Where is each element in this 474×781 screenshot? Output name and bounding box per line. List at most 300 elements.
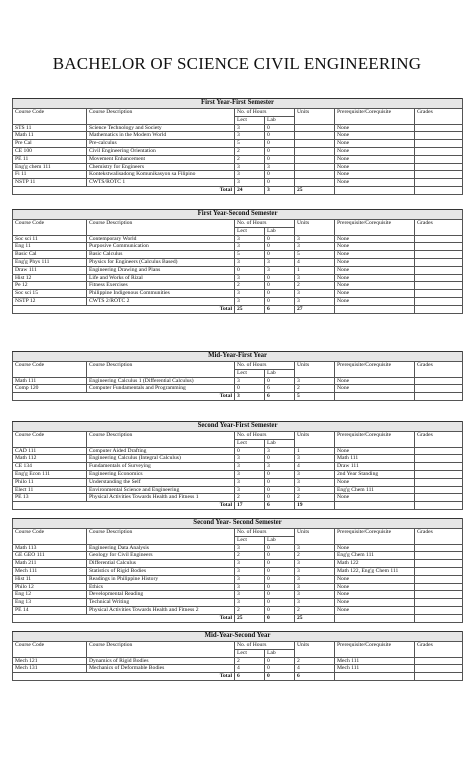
course-code: Fi 11 — [13, 171, 87, 179]
course-units: 3 — [295, 243, 335, 251]
course-lab: 0 — [265, 657, 295, 665]
course-lab: 0 — [265, 567, 295, 575]
course-grade — [415, 575, 463, 583]
course-prerequisite: None — [335, 243, 415, 251]
course-units — [295, 163, 335, 171]
course-lect: 3 — [235, 599, 265, 607]
header-course-description: Course Description — [87, 529, 235, 545]
table-row — [13, 486, 463, 494]
course-lect: 3 — [235, 274, 265, 282]
course-code: Mech 131 — [13, 665, 87, 673]
course-description: Purposive Communication — [87, 243, 235, 251]
course-units — [295, 179, 335, 187]
header-grades: Grades — [415, 220, 463, 236]
header-hours: No. of Hours — [235, 109, 295, 117]
course-units: 3 — [295, 274, 335, 282]
course-grade — [415, 274, 463, 282]
header-hours: No. of Hours — [235, 529, 295, 537]
course-lect: 3 — [235, 583, 265, 591]
total-row — [13, 305, 463, 313]
course-code: Pe 12 — [13, 282, 87, 290]
course-lab: 0 — [265, 552, 295, 560]
course-lab: 0 — [265, 544, 295, 552]
course-code: CE 134 — [13, 463, 87, 471]
course-prerequisite: None — [335, 606, 415, 614]
total-grade — [415, 502, 463, 510]
header-hours: No. of Hours — [235, 642, 295, 650]
course-lab: 3 — [265, 447, 295, 455]
semester-title: Mid-Year-First Year — [13, 352, 463, 362]
semester-title: Second Year- Second Semester — [13, 519, 463, 529]
course-grade — [415, 147, 463, 155]
course-grade — [415, 560, 463, 568]
course-code: Hist 12 — [13, 274, 87, 282]
header-course-code: Course Code — [13, 642, 87, 658]
course-code: Philo 12 — [13, 583, 87, 591]
course-prerequisite: None — [335, 251, 415, 259]
course-lab: 0 — [265, 665, 295, 673]
course-description: Basic Calculus — [87, 251, 235, 259]
course-grade — [415, 163, 463, 171]
course-description: Fundamentals of Surveying — [87, 463, 235, 471]
course-grade — [415, 591, 463, 599]
course-prerequisite: Math 122 — [335, 560, 415, 568]
course-description: Technical Writing — [87, 599, 235, 607]
table-row — [13, 478, 463, 486]
semester-title: First Year-Second Semester — [13, 210, 463, 220]
total-grade — [415, 673, 463, 681]
course-grade — [415, 665, 463, 673]
course-units: 1 — [295, 447, 335, 455]
course-grade — [415, 290, 463, 298]
table-row — [13, 132, 463, 140]
total-lect: 25 — [235, 305, 265, 313]
table-row — [13, 599, 463, 607]
table-row — [13, 124, 463, 132]
course-lab: 0 — [265, 377, 295, 385]
course-lect: 4 — [235, 665, 265, 673]
course-prerequisite: None — [335, 274, 415, 282]
course-description: CWTS/ROTC 1 — [87, 179, 235, 187]
course-grade — [415, 486, 463, 494]
total-row — [13, 673, 463, 681]
header-prerequisite: Prerequisite/Corequisite — [335, 220, 415, 236]
course-lab: 6 — [265, 385, 295, 393]
table-row — [13, 377, 463, 385]
course-lect: 3 — [235, 124, 265, 132]
course-prerequisite: Eng'g Chem 111 — [335, 486, 415, 494]
course-grade — [415, 478, 463, 486]
course-description: Engineering Calculus 1 (Differential Calculus) — [87, 377, 235, 385]
course-description: Statistics of Rigid Bodies — [87, 567, 235, 575]
course-lect: 3 — [235, 258, 265, 266]
course-grade — [415, 385, 463, 393]
course-lect: 3 — [235, 470, 265, 478]
course-code: PE 13 — [13, 494, 87, 502]
course-units: 3 — [295, 560, 335, 568]
total-lab: 6 — [265, 502, 295, 510]
course-lect: 5 — [235, 251, 265, 259]
course-code: PE 14 — [13, 606, 87, 614]
course-description: Mechanics of Deformable Bodies — [87, 665, 235, 673]
header-lect: Lect — [235, 369, 265, 377]
course-units: 2 — [295, 282, 335, 290]
header-course-description: Course Description — [87, 432, 235, 448]
course-code: Soc sci 15 — [13, 290, 87, 298]
course-prerequisite: None — [335, 179, 415, 187]
course-grade — [415, 583, 463, 591]
course-description: CWTS 2/ROTC 2 — [87, 297, 235, 305]
total-lab: 6 — [265, 305, 295, 313]
table-row — [13, 560, 463, 568]
header-lab: Lab — [265, 227, 295, 235]
course-description: Developmental Reading — [87, 591, 235, 599]
course-grade — [415, 179, 463, 187]
course-description: Readings in Philippine History — [87, 575, 235, 583]
course-lect: 3 — [235, 455, 265, 463]
header-course-description: Course Description — [87, 642, 235, 658]
course-prerequisite: None — [335, 235, 415, 243]
course-code: Soc sci 11 — [13, 235, 87, 243]
course-lab: 0 — [265, 132, 295, 140]
course-lect: 2 — [235, 494, 265, 502]
total-label: Total — [13, 614, 235, 622]
course-units: 3 — [295, 470, 335, 478]
course-units — [295, 140, 335, 148]
course-description: Engineering Economics — [87, 470, 235, 478]
header-units: Units — [295, 642, 335, 658]
course-lect: 2 — [235, 552, 265, 560]
course-lab: 0 — [265, 274, 295, 282]
course-code: Basic Cal — [13, 251, 87, 259]
course-description: Fitness Exercises — [87, 282, 235, 290]
total-lab: 3 — [265, 186, 295, 194]
course-lab: 0 — [265, 455, 295, 463]
table-row — [13, 179, 463, 187]
course-code: Draw 111 — [13, 266, 87, 274]
course-grade — [415, 567, 463, 575]
header-grades: Grades — [415, 362, 463, 378]
course-code: Eng 11 — [13, 243, 87, 251]
total-label: Total — [13, 393, 235, 401]
course-code: GE GEO 111 — [13, 552, 87, 560]
table-row — [13, 235, 463, 243]
table-row — [13, 258, 463, 266]
course-grade — [415, 235, 463, 243]
table-row — [13, 251, 463, 259]
course-description: Physics for Engineers (Calculus Based) — [87, 258, 235, 266]
course-description: Philippine Indigenous Communities — [87, 290, 235, 298]
total-lab: 0 — [265, 673, 295, 681]
table-row — [13, 290, 463, 298]
semester-title: Second Year-First Semester — [13, 422, 463, 432]
course-lect: 3 — [235, 179, 265, 187]
header-units: Units — [295, 432, 335, 448]
semester-table — [12, 351, 463, 401]
course-prerequisite: Eng'g Chem 111 — [335, 552, 415, 560]
header-lect: Lect — [235, 116, 265, 124]
course-lab: 0 — [265, 124, 295, 132]
header-course-description: Course Description — [87, 109, 235, 125]
course-description: Geology for Civil Engineers — [87, 552, 235, 560]
total-prerequisite — [335, 305, 415, 313]
course-lab: 0 — [265, 478, 295, 486]
semester-table — [12, 631, 463, 681]
course-grade — [415, 282, 463, 290]
course-prerequisite: None — [335, 163, 415, 171]
course-lab: 0 — [265, 179, 295, 187]
header-course-description: Course Description — [87, 362, 235, 378]
semester-table — [12, 98, 463, 195]
total-lab: 6 — [265, 393, 295, 401]
course-prerequisite: Math 111 — [335, 455, 415, 463]
course-units: 3 — [295, 567, 335, 575]
course-description: Environmental Science and Engineering — [87, 486, 235, 494]
table-row — [13, 494, 463, 502]
table-row — [13, 665, 463, 673]
course-code: Math 111 — [13, 377, 87, 385]
course-units: 4 — [295, 665, 335, 673]
course-code: Eng'g chem 111 — [13, 163, 87, 171]
course-lab: 0 — [265, 470, 295, 478]
course-lect: 0 — [235, 385, 265, 393]
course-lect: 3 — [235, 297, 265, 305]
course-description: Computer Aided Drafting — [87, 447, 235, 455]
total-lect: 6 — [235, 673, 265, 681]
course-code: Eng'g Phys 111 — [13, 258, 87, 266]
course-lab: 0 — [265, 171, 295, 179]
course-prerequisite: Math 122, Eng'g Chem 111 — [335, 567, 415, 575]
course-description: Dynamics of Rigid Bodies — [87, 657, 235, 665]
table-row — [13, 274, 463, 282]
total-row — [13, 393, 463, 401]
course-lect: 3 — [235, 132, 265, 140]
course-lab: 0 — [265, 282, 295, 290]
course-lect: 2 — [235, 155, 265, 163]
table-row — [13, 140, 463, 148]
course-code: Math 211 — [13, 560, 87, 568]
course-prerequisite: None — [335, 385, 415, 393]
course-grade — [415, 377, 463, 385]
header-hours: No. of Hours — [235, 220, 295, 228]
course-units: 3 — [295, 544, 335, 552]
course-lect: 0 — [235, 266, 265, 274]
header-hours: No. of Hours — [235, 362, 295, 370]
course-description: Engineering Calculus (Integral Calculus) — [87, 455, 235, 463]
course-description: Mathematics in the Modern World — [87, 132, 235, 140]
table-row — [13, 606, 463, 614]
course-grade — [415, 544, 463, 552]
header-prerequisite: Prerequisite/Corequisite — [335, 642, 415, 658]
course-grade — [415, 599, 463, 607]
course-grade — [415, 455, 463, 463]
header-lab: Lab — [265, 649, 295, 657]
course-grade — [415, 155, 463, 163]
course-lab: 0 — [265, 147, 295, 155]
course-grade — [415, 124, 463, 132]
table-row — [13, 171, 463, 179]
course-prerequisite: None — [335, 544, 415, 552]
course-code: CE 100 — [13, 147, 87, 155]
course-lect: 3 — [235, 163, 265, 171]
course-units: 3 — [295, 591, 335, 599]
course-code: Math 112 — [13, 455, 87, 463]
course-code: Eng'g Econ 111 — [13, 470, 87, 478]
header-course-code: Course Code — [13, 220, 87, 236]
table-row — [13, 447, 463, 455]
course-units — [295, 147, 335, 155]
course-grade — [415, 251, 463, 259]
header-prerequisite: Prerequisite/Corequisite — [335, 109, 415, 125]
course-lect: 2 — [235, 657, 265, 665]
course-lab: 0 — [265, 290, 295, 298]
course-lect: 2 — [235, 147, 265, 155]
course-description: Science Technology and Society — [87, 124, 235, 132]
course-units: 3 — [295, 377, 335, 385]
course-units: 3 — [295, 599, 335, 607]
course-description: Contemporary World — [87, 235, 235, 243]
course-units: 2 — [295, 657, 335, 665]
total-grade — [415, 186, 463, 194]
course-grade — [415, 132, 463, 140]
semester-table — [12, 518, 463, 623]
course-code: CAD 111 — [13, 447, 87, 455]
header-prerequisite: Prerequisite/Corequisite — [335, 529, 415, 545]
course-lect: 3 — [235, 544, 265, 552]
course-description: Computer Fundamentals and Programming — [87, 385, 235, 393]
total-prerequisite — [335, 614, 415, 622]
total-label: Total — [13, 186, 235, 194]
total-row — [13, 502, 463, 510]
course-grade — [415, 297, 463, 305]
course-description: Engineering Data Analysis — [87, 544, 235, 552]
course-lab: 0 — [265, 606, 295, 614]
course-prerequisite: Mech 111 — [335, 657, 415, 665]
course-prerequisite: None — [335, 478, 415, 486]
header-lab: Lab — [265, 439, 295, 447]
table-row — [13, 266, 463, 274]
course-grade — [415, 266, 463, 274]
course-units: 3 — [295, 575, 335, 583]
course-lect: 2 — [235, 606, 265, 614]
course-units: 3 — [295, 235, 335, 243]
table-row — [13, 147, 463, 155]
course-prerequisite: Draw 111 — [335, 463, 415, 471]
table-row — [13, 243, 463, 251]
course-grade — [415, 171, 463, 179]
course-code: Math 113 — [13, 544, 87, 552]
course-units — [295, 124, 335, 132]
course-description: Kontekstwalisadong Komunikasyon sa Filipino — [87, 171, 235, 179]
course-units: 3 — [295, 478, 335, 486]
course-units: 3 — [295, 583, 335, 591]
page-title: BACHELOR OF SCIENCE CIVIL ENGINEERING — [52, 54, 422, 73]
table-row — [13, 163, 463, 171]
course-lab: 3 — [265, 266, 295, 274]
course-lect: 3 — [235, 235, 265, 243]
total-units: 5 — [295, 393, 335, 401]
course-description: Differential Calculus — [87, 560, 235, 568]
table-row — [13, 282, 463, 290]
course-grade — [415, 606, 463, 614]
header-course-code: Course Code — [13, 362, 87, 378]
course-prerequisite: None — [335, 282, 415, 290]
header-lab: Lab — [265, 536, 295, 544]
course-lab: 0 — [265, 140, 295, 148]
course-description: Understanding the Self — [87, 478, 235, 486]
course-grade — [415, 140, 463, 148]
course-grade — [415, 494, 463, 502]
course-lect: 3 — [235, 243, 265, 251]
course-prerequisite: None — [335, 147, 415, 155]
course-lect: 3 — [235, 560, 265, 568]
header-lect: Lect — [235, 439, 265, 447]
semester-table — [12, 421, 463, 510]
course-prerequisite: None — [335, 140, 415, 148]
course-description: Pre-calculus — [87, 140, 235, 148]
course-lect: 3 — [235, 478, 265, 486]
total-lect: 17 — [235, 502, 265, 510]
course-prerequisite: None — [335, 583, 415, 591]
course-code: Math 11 — [13, 132, 87, 140]
course-lab: 3 — [265, 258, 295, 266]
total-units: 6 — [295, 673, 335, 681]
course-units: 2 — [295, 606, 335, 614]
header-prerequisite: Prerequisite/Corequisite — [335, 432, 415, 448]
header-course-description: Course Description — [87, 220, 235, 236]
course-units: 4 — [295, 258, 335, 266]
course-lab: 0 — [265, 560, 295, 568]
header-course-code: Course Code — [13, 529, 87, 545]
course-prerequisite: 2nd Year Standing — [335, 470, 415, 478]
header-prerequisite: Prerequisite/Corequisite — [335, 362, 415, 378]
course-lect: 3 — [235, 567, 265, 575]
course-lab: 0 — [265, 575, 295, 583]
course-lect: 3 — [235, 591, 265, 599]
total-grade — [415, 393, 463, 401]
course-units: 3 — [295, 455, 335, 463]
total-units: 19 — [295, 502, 335, 510]
semester-title: Mid-Year-Second Year — [13, 632, 463, 642]
total-lect: 3 — [235, 393, 265, 401]
semester-title: First Year-First Semester — [13, 99, 463, 109]
course-lab: 3 — [265, 163, 295, 171]
header-grades: Grades — [415, 432, 463, 448]
course-description: Engineering Drawing and Plans — [87, 266, 235, 274]
table-row — [13, 552, 463, 560]
course-description: Physical Activities Towards Health and Fitness 1 — [87, 494, 235, 502]
course-code: Eng 12 — [13, 591, 87, 599]
total-lect: 25 — [235, 614, 265, 622]
course-code: Hist 11 — [13, 575, 87, 583]
course-grade — [415, 470, 463, 478]
course-units: 1 — [295, 266, 335, 274]
course-lab: 0 — [265, 494, 295, 502]
table-row — [13, 297, 463, 305]
course-lect: 3 — [235, 575, 265, 583]
course-grade — [415, 243, 463, 251]
table-row — [13, 575, 463, 583]
course-lect: 5 — [235, 140, 265, 148]
total-units: 25 — [295, 186, 335, 194]
total-prerequisite — [335, 502, 415, 510]
course-code: Pre Cal — [13, 140, 87, 148]
course-code: NSTP 12 — [13, 297, 87, 305]
header-course-code: Course Code — [13, 432, 87, 448]
course-grade — [415, 447, 463, 455]
course-units: 2 — [295, 494, 335, 502]
course-lab: 0 — [265, 155, 295, 163]
